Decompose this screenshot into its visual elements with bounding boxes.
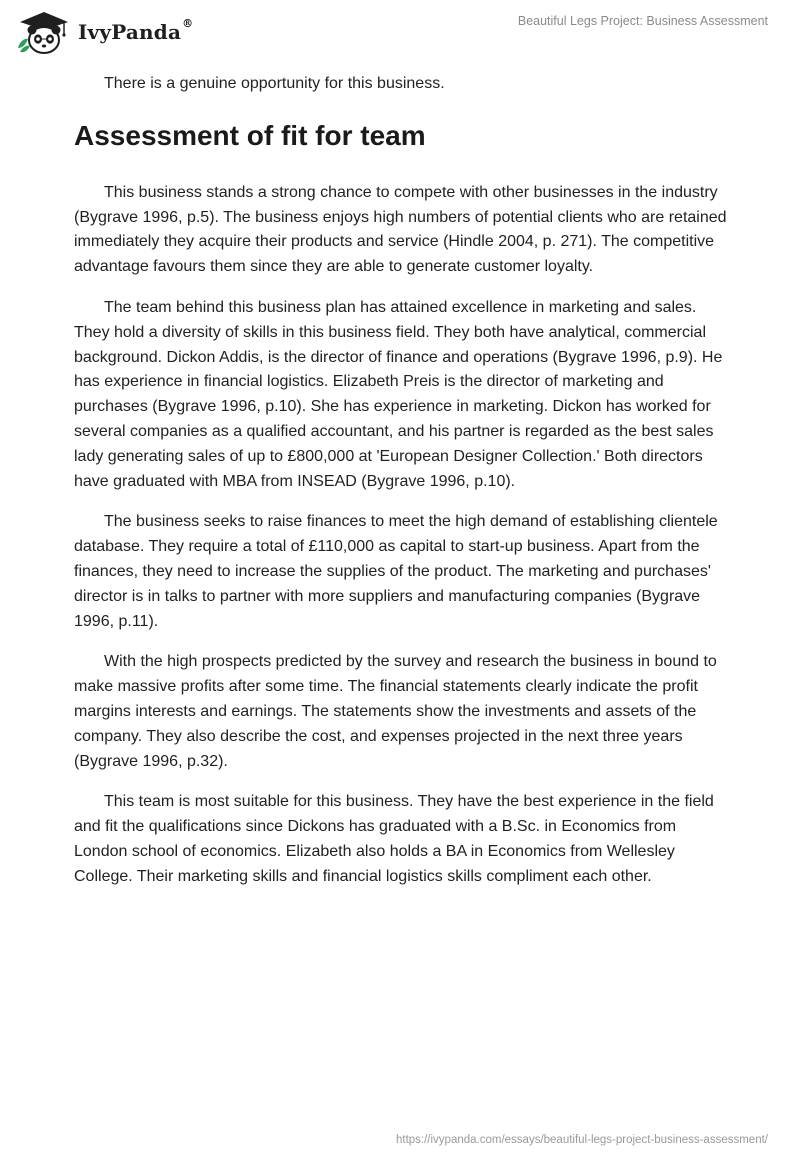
ivypanda-logo[interactable] — [14, 8, 193, 56]
intro-paragraph: There is a genuine opportunity for this business. — [104, 75, 445, 92]
body-paragraph: This team is most suitable for this business. They have the best experience in the field and fit the qualifications since Dickons has graduated with a B.Sc. in Economics from London school of economics. Elizabeth also holds a BA in Economics from Wellesley College. Their marketing skills and financial logistics skills compliment each other. — [74, 793, 714, 885]
source-url-link[interactable]: https://ivypanda.com/essays/beautiful-legs-project-business-assessment/ — [395, 1134, 768, 1146]
body-paragraph: The business seeks to raise finances to meet the high demand of establishing clientele database. They require a total of £110,000 as capital to start-up business. Apart from the finances, they need to increase the supplies of the product. The marketing and purchases' director is in talks to partner with more suppliers and manufacturing companies (Bygrave 1996, p.11). — [74, 513, 718, 630]
registered-mark: ® — [182, 17, 194, 30]
body-paragraph: With the high prospects predicted by the survey and research the business in bound to make massive profits after some time. The financial statements clearly indicate the profit margins interests and earnings. The statements show the investments and assets of the company. They also describe the cost, and expenses projected in the next three years (Bygrave 1996, p.32). — [74, 653, 717, 770]
page-header — [0, 0, 800, 60]
essay-content — [74, 72, 728, 906]
panda-graduate-icon — [14, 8, 72, 56]
section-heading: Assessment of fit for team — [74, 119, 426, 151]
brand-name: IvyPanda® — [78, 17, 194, 44]
body-paragraph: This business stands a strong chance to compete with other businesses in the industry (Bygrave 1996, p.5). The business enjoys high numbers of potential clients who are retained immediately they acquire their products and service (Hindle 2004, p. 271). The competitive advantage favours them since they are able to generate customer loyalty. — [74, 183, 727, 276]
document-title: Beautiful Legs Project: Business Assessment — [517, 14, 768, 28]
body-paragraph: The team behind this business plan has attained excellence in marketing and sales. They hold a diversity of skills in this business field. They both have analytical, commercial background. Dickon Addis, is the director of finance and operations (Bygrave 1996, p.9). He has experience in financial logistics. Elizabeth Preis is the director of marketing and purchases (Bygrave 1996, p.10). She has experience in marketing. Dickon has worked for several companies as a qualified accountant, and his partner is regarded as the best sales lady generating sales of up to £800,000 at 'European Designer Collection.' Both directors have graduated with MBA from INSEAD (Bygrave 1996, p.10). — [74, 298, 723, 490]
